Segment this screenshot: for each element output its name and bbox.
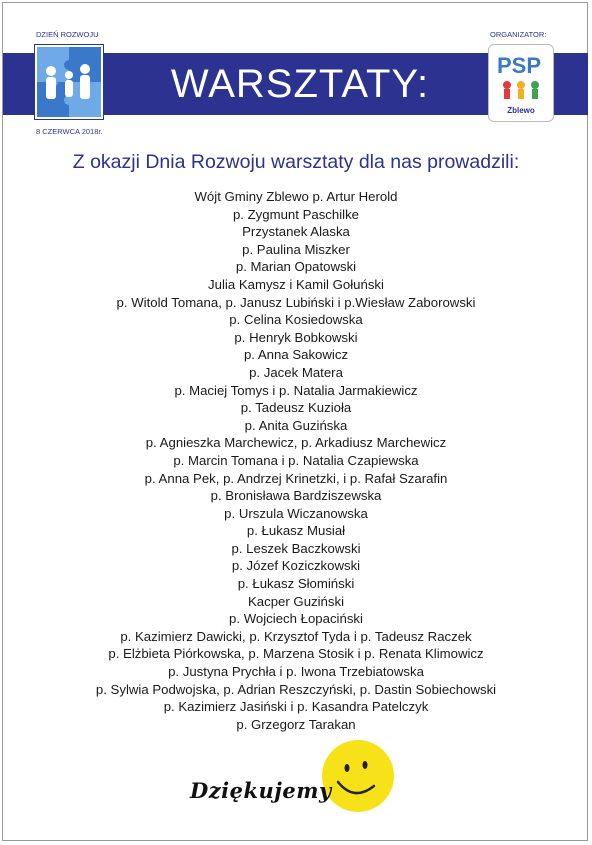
name-line: Kacper Guziński [247, 593, 344, 609]
event-label: DZIEŃ ROZWOJU [36, 30, 99, 39]
name-line: p. Łukasz Słomiński [237, 576, 355, 592]
name-line: p. Kazimierz Jasiński i p. Kasandra Patelczyk [163, 699, 429, 715]
organizer-label: ORGANIZATOR: [490, 30, 547, 39]
thank-you-text: Dziękujemy [190, 778, 332, 803]
name-line: p. Kazimierz Dawicki, p. Krzysztof Tyda i p. Tadeusz Raczek [120, 628, 472, 644]
name-line: p. Paulina Miszker [242, 241, 350, 257]
name-line: p. Anna Pek, p. Andrzej Krinetzki, i p. Rafał Szarafin [144, 470, 448, 486]
name-line: p. Anna Sakowicz [243, 347, 349, 363]
name-line: p. Marian Opatowski [235, 259, 357, 275]
name-line: p. Łukasz Musiał [246, 523, 346, 539]
puzzle-family-icon [35, 45, 103, 119]
name-line: p. Bronisława Bardziszewska [210, 488, 382, 504]
name-line: p. Grzegorz Tarakan [236, 716, 356, 732]
names-list [0, 188, 592, 733]
name-line: p. Henryk Bobkowski [234, 329, 358, 345]
thank-you-footer [190, 738, 410, 818]
name-line: Przystanek Alaska [242, 224, 350, 240]
name-line: p. Urszula Wiczanowska [224, 505, 368, 521]
name-line: p. Maciej Tomys i p. Natalia Jarmakiewicz [174, 382, 418, 398]
name-line: p. Tadeusz Kuzioła [240, 400, 352, 416]
page-title: WARSZTATY: [170, 61, 430, 106]
name-line: p. Marcin Tomana i p. Natalia Czapiewska [173, 452, 419, 468]
name-line: Wójt Gminy Zblewo p. Artur Herold [194, 189, 398, 204]
name-line: p. Agnieszka Marchewicz, p. Arkadiusz Marchewicz [145, 435, 447, 451]
name-line: p. Wojciech Łopaciński [229, 611, 363, 627]
logo-letters: PSP [497, 53, 542, 78]
name-line: p. Justyna Prychła i p. Iwona Trzebiatowska [168, 664, 424, 680]
name-line: p. Anita Guzińska [244, 417, 348, 433]
name-line: p. Leszek Baczkowski [231, 540, 361, 556]
event-logo [34, 44, 104, 120]
school-logo-icon [489, 45, 553, 121]
name-line: p. Celina Kosiedowska [229, 312, 363, 328]
logo-subtext: Zblewo [507, 106, 535, 115]
name-line: p. Zygmunt Paschilke [232, 206, 360, 222]
name-line: p. Józef Koziczkowski [231, 558, 361, 574]
name-line: p. Witold Tomana, p. Janusz Lubiński i p.Wiesław Zaborowski [116, 294, 476, 310]
name-line: p. Jacek Matera [249, 364, 343, 380]
name-line: Julia Kamysz i Kamil Gołuński [208, 276, 384, 292]
date-label: 8 CZERWCA 2018r. [36, 127, 103, 136]
organizer-logo [488, 44, 554, 122]
name-line: p. Elżbieta Piórkowska, p. Marzena Stosik i p. Renata Klimowicz [108, 646, 484, 662]
section-heading: Z okazji Dnia Rozwoju warsztaty dla nas prowadzili: [72, 151, 520, 173]
name-line: p. Sylwia Podwojska, p. Adrian Reszczyński, p. Dastin Sobiechowski [95, 681, 497, 697]
